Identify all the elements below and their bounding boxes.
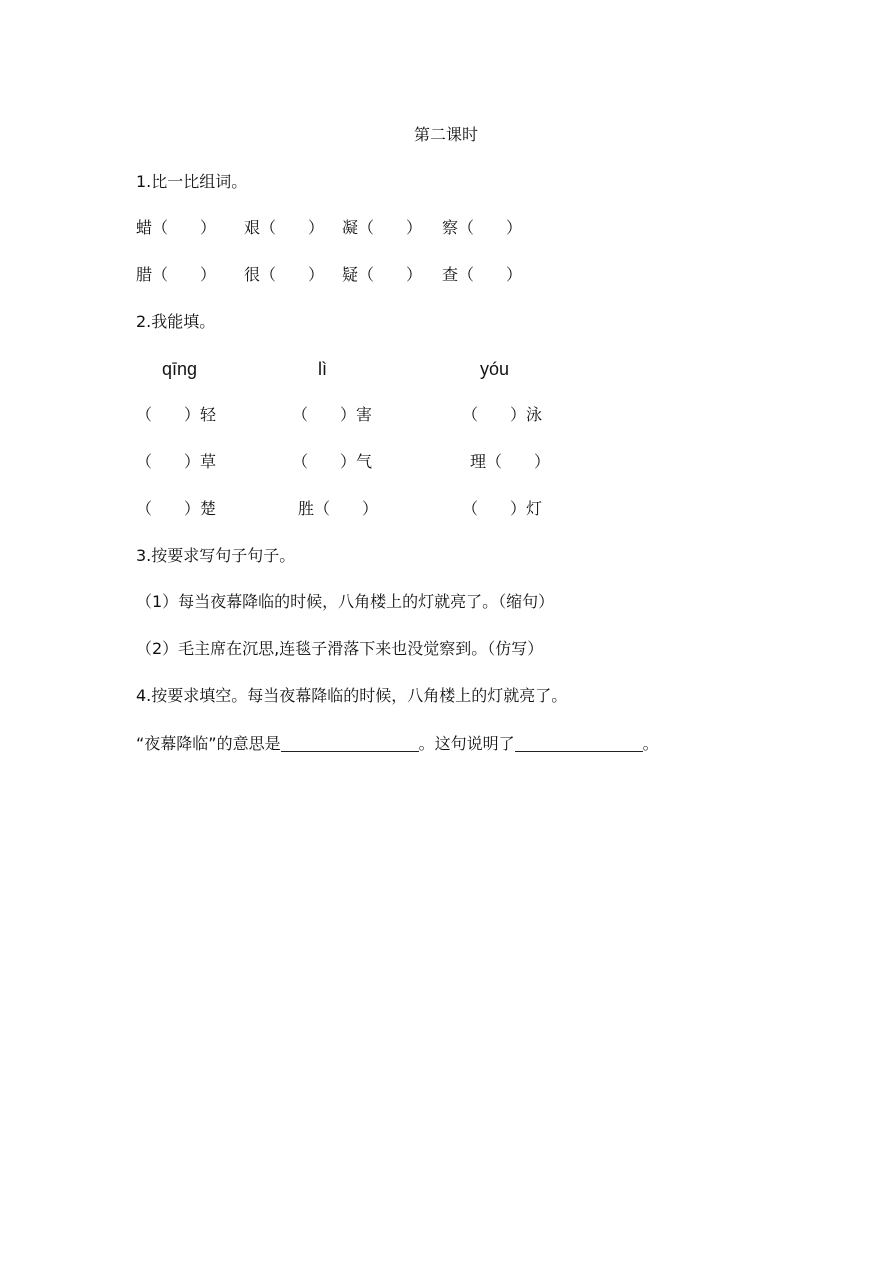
q1-row2-item2: 很（ ） xyxy=(244,265,325,284)
q1-row2-item1: 腊（ ） xyxy=(136,265,217,284)
q3-item-2: （2）毛主席在沉思,连毯子滑落下来也没觉察到。（仿写） xyxy=(136,639,544,658)
q1-row2-item4: 查（ ） xyxy=(442,265,523,284)
q2-row2-item2: （ ）气 xyxy=(292,452,373,471)
question-1-heading: 1.比一比组词。 xyxy=(136,172,248,191)
q2-row1-item2: （ ）害 xyxy=(292,405,373,424)
q2-row2-item3: 理（ ） xyxy=(470,452,551,471)
question-4-heading: 4.按要求填空。每当夜幕降临的时候，八角楼上的灯就亮了。 xyxy=(136,686,568,705)
q2-row1-item3: （ ）泳 xyxy=(462,405,543,424)
q1-row1-item3: 凝（ ） xyxy=(342,218,423,237)
page-title: 第二课时 xyxy=(413,125,478,144)
answer-blank-2[interactable] xyxy=(515,735,643,752)
q4-text-3: 。 xyxy=(642,734,659,753)
q4-fill-line xyxy=(136,735,659,752)
q2-row3-item2: 胜（ ） xyxy=(298,499,379,518)
q4-text-1: “夜幕降临”的意思是 xyxy=(136,734,281,753)
pinyin-you: yóu xyxy=(480,359,510,379)
question-2-heading: 2.我能填。 xyxy=(136,312,216,331)
pinyin-qing: qīng xyxy=(162,359,198,379)
answer-blank-1[interactable] xyxy=(281,735,419,752)
q2-row3-item1: （ ）楚 xyxy=(136,499,217,518)
question-3-heading: 3.按要求写句子句子。 xyxy=(136,546,296,565)
q2-row2-item1: （ ）草 xyxy=(136,452,217,471)
q3-item-1: （1）每当夜幕降临的时候，八角楼上的灯就亮了。（缩句） xyxy=(136,592,555,611)
q1-row2-item3: 疑（ ） xyxy=(342,265,423,284)
q2-row3-item3: （ ）灯 xyxy=(462,499,543,518)
q1-row1-item4: 察（ ） xyxy=(442,218,523,237)
q4-text-2: 。这句说明了 xyxy=(418,734,515,753)
q1-row1-item1: 蜡（ ） xyxy=(136,218,217,237)
q1-row1-item2: 艰（ ） xyxy=(244,218,325,237)
pinyin-li: lì xyxy=(318,359,327,379)
q2-row1-item1: （ ）轻 xyxy=(136,405,217,424)
